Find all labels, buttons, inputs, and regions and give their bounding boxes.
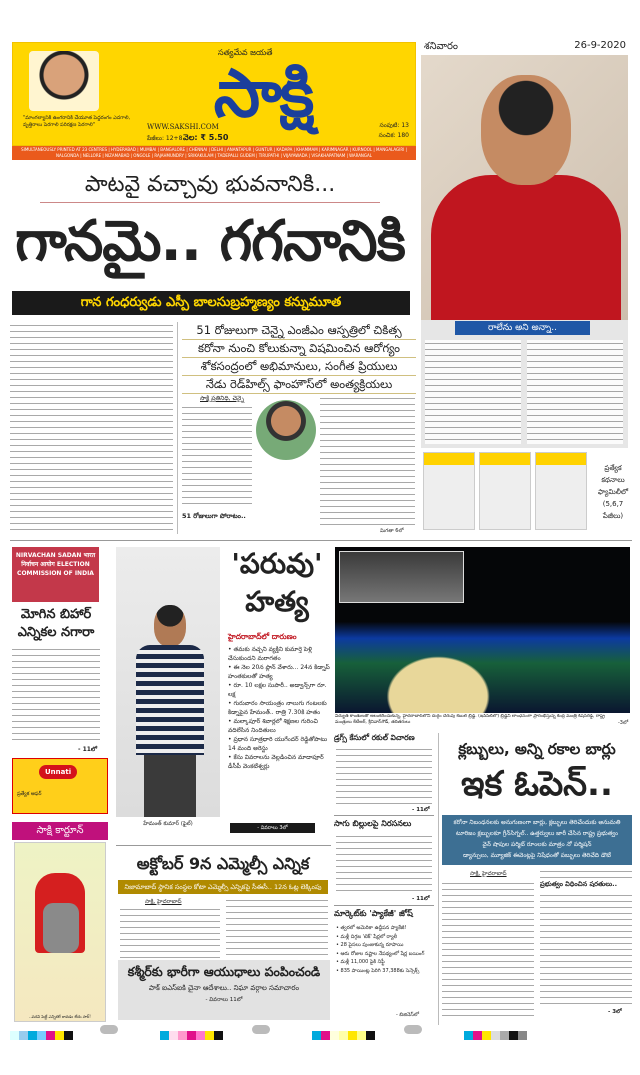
caption-text: [527, 340, 623, 444]
lead-subheads: [182, 322, 416, 394]
divider: [334, 815, 434, 816]
bullet: • ఈ నెల 20న ప్లాన్ వేశారు... 24న కిడ్నాప్ హంతకులతో హత్య: [228, 664, 330, 680]
bars-body: [540, 868, 632, 878]
bullet: • కేసు వివరాలను వెల్లడించిన మాదాపూర్ డీసీపీ వెంకటేశ్వర్లు: [228, 754, 324, 770]
conditions-title: ప్రభుత్వం విధించిన షరతులు..: [540, 880, 618, 888]
bullet: • 835 పాయింట్ల పెరిగి 37,388కు సెన్సెక్స్: [336, 967, 420, 974]
weekday: శనివారం: [424, 41, 458, 52]
lead-banner: గాన గంధర్వుడు ఎస్పీ బాలసుబ్రహ్మణ్యం కన్నుమూత: [12, 291, 410, 315]
masthead-ad-photo: [29, 51, 99, 111]
summary-line: కరోనా నిబంధనలకు అనుగుణంగా బార్లు, క్లబ్బులు తెరిచేందుకు అనుమతి: [453, 819, 621, 826]
hemanth-photo: [116, 547, 220, 817]
lead-kicker: పాటవై వచ్చావు భువనానికి...: [40, 172, 380, 203]
bullet: • త్వరలో అమెరికా ఉద్దీపన ప్యాకేజీ!: [336, 925, 407, 931]
bullet: • ప్రధాన సూత్రధారి యుగేందర్ రెడ్డితోపాటు 14 మంది అరెస్టు: [228, 736, 328, 752]
murder-kicker: హైదరాబాద్‌లో దారుణం: [228, 632, 297, 641]
bars-body: [442, 880, 534, 1020]
mlc-body: [120, 906, 220, 958]
continued: - 11లో: [412, 807, 430, 813]
bars-headline[interactable]: ఇక ఓపెన్..: [461, 764, 613, 804]
brief-title[interactable]: సాగు బిల్లులపై నిరసనలు: [334, 819, 412, 828]
caption-title: రాలేను అని అన్నా..: [455, 321, 590, 335]
issue: సంచిక: 180: [378, 132, 409, 139]
continued: - వివరాలు 11లో: [205, 997, 243, 1003]
lead-body: [320, 395, 415, 525]
kashmir-sub: పాక్ ఐఎస్‌ఐకి చైనా ఆదేశాలు.. నిఘా వర్గాల సమాచారం: [148, 984, 300, 992]
bars-kicker: క్లబ్బులు, అన్ని రకాల బార్లు: [458, 740, 616, 758]
bullet: • 28 పైసలు పుంజుకున్న రూపాయి: [336, 942, 404, 948]
conditions-list: [540, 892, 632, 1004]
lead-headline[interactable]: గానమై.. గగనానికి: [15, 209, 405, 274]
kashmir-headline[interactable]: కశ్మీర్‌కు భారీగా ఆయుధాలు పంపించండి: [127, 964, 321, 979]
brief-body: [336, 746, 432, 804]
unnati-ad[interactable]: [12, 758, 108, 814]
family-page-thumb[interactable]: [479, 452, 531, 530]
mlc-body: [226, 897, 328, 957]
summary-line: వైన్ షాపుల పర్మిట్ రూంలకు మాత్రం నో పర్మిషన్: [482, 841, 592, 848]
bullet: • మల్కాపూర్ శివార్లలో శిక్షణల గురించి వదిలేసిన నిందితులు: [228, 718, 318, 734]
mlc-headline[interactable]: అక్టోబర్ 9న ఎమ్మెల్సీ ఎన్నిక: [136, 854, 310, 873]
photo-caption: 51 రోజులుగా పోరాటం..: [182, 512, 246, 520]
brief-title[interactable]: డ్రగ్స్ కేసులో రకుల్ విచారణ: [334, 733, 415, 742]
continued: - 11లో: [412, 896, 430, 902]
ad-brand: Unnati: [39, 765, 77, 779]
continued: - వివరాలు 3లో: [230, 823, 315, 833]
bullet: • మళ్లీ దిగ్గజ 'టెక్' షేర్లలో ర్యాలీ: [336, 933, 398, 940]
volume-issue: [379, 121, 409, 141]
summary-line: టూరిజం క్లబ్బులకూ గ్రీన్‌సిగ్నల్.. ఉత్తర్వులు జారీ చేసిన రాష్ట్ర ప్రభుత్వం: [455, 830, 618, 837]
registration-mark: [100, 1025, 118, 1034]
continued: - 11లో: [78, 746, 98, 753]
subhead: 51 రోజులుగా చెన్నై ఎంజీఎం ఆస్పత్రిలో చికిత్స: [182, 322, 416, 340]
summary-line: డ్యాన్సులు, మ్యూజిక్ ఈవెంట్లపై నిషేధంతో పబ్బులు తెరిచేది డౌటే: [463, 852, 611, 859]
photo-caption: హేమంత్ కుమార్ (ఫైల్): [143, 821, 193, 827]
color-registration-bar: [312, 1025, 375, 1034]
bullet: • మళ్లీ 11,000 పైకి నిఫ్టీ: [336, 959, 385, 965]
tribute-poem: [10, 322, 173, 534]
color-registration-bar: [160, 1025, 223, 1034]
cartoon-caption: ..పదవి పెట్టే ఎన్నికలే రావడం లేదు సార్!: [29, 1014, 91, 1019]
cartoon: [14, 842, 106, 1022]
continued: మిగతా 6లో: [380, 528, 404, 534]
lead-byline: సాక్షి ప్రతినిధి, చెన్నై: [200, 395, 245, 402]
bridge-caption: విద్యుత్ కాంతులతో అలంకరించుకున్న, హైదరాబాద్‌లోని దుర్గం చెరువు కేబుల్ బ్రిడ్జి. (ఇన్‌సెట్‌లో) బ్రిడ్జిని లాంఛనంగా ప్రారంభిస్తున్న కేంద్ర మంత్రి కిషన్‌రెడ్డి, రాష్ట్ర మంత్రులు కేటీఆర్, శ్రీనివాస్‌గౌడ్, తదితరులు: [335, 714, 605, 725]
color-registration-bar: [464, 1025, 527, 1034]
subhead: నేడు రెడ్‌హిల్స్ ఫాంహౌస్‌లో అంత్యక్రియలు: [182, 376, 416, 394]
volume: సంపుటి: 13: [379, 122, 409, 129]
subhead: శోకసంద్రంలో అభిమానులు, సంగీత ప్రియులు: [182, 358, 416, 376]
divider: [10, 540, 632, 541]
market-bullets: [336, 924, 438, 975]
masthead: [12, 42, 416, 146]
bullet: • రూ. 10 లక్షల సుపారీ.. అడ్వాన్స్‌గా రూ. లక్ష: [228, 682, 327, 698]
date: 26-9-2020: [574, 40, 626, 51]
bars-summary-box: [442, 815, 632, 865]
continued: -3లో: [618, 720, 629, 726]
divider: [177, 322, 178, 534]
subhead: కరోనా నుంచి కోలుకున్నా విషమించిన ఆరోగ్యం: [182, 340, 416, 358]
bullet: • ఆరు రోజుల నష్టాల నేపథ్యంలో షేర్ల బయింగ్: [336, 950, 425, 957]
spb-portrait: [256, 400, 316, 460]
family-pages-label[interactable]: ప్రత్యేక కథనాలు ఫ్యామిలీలో (5,6,7 పేజీలు): [597, 464, 629, 520]
color-registration-bar: [10, 1025, 73, 1034]
murder-bullets: [228, 645, 330, 771]
continued: - 3లో: [608, 1009, 622, 1015]
bihar-headline[interactable]: మోగిన బిహార్ ఎన్నికల నగారా: [17, 607, 95, 640]
inauguration-inset-photo: [339, 551, 464, 603]
mlc-byline: సాక్షి, హైదరాబాద్: [145, 899, 182, 905]
motto: సత్యమేవ జయతే: [218, 48, 273, 57]
caption-text: [425, 340, 521, 444]
website[interactable]: WWW.SAKSHI.COM: [147, 123, 219, 131]
cable-bridge-photo: [335, 547, 630, 713]
kashmir-box: [118, 960, 330, 1020]
bihar-body: [12, 646, 100, 744]
cartoon-title: సాక్షి కార్టూన్: [12, 822, 108, 840]
registration-mark: [252, 1025, 270, 1034]
page-count: పేజీలు: 12+8: [147, 135, 183, 142]
divider: [116, 845, 331, 846]
lead-body: [182, 404, 252, 509]
mlc-sub: నిజామాబాద్ స్థానిక సంస్థల కోటా ఎమ్మెల్సీ ఎన్నికపై సీఈసీ.. 12న ఓట్ల లెక్కింపు: [118, 880, 328, 894]
family-page-thumb[interactable]: [423, 452, 475, 530]
ad-label: ప్రత్యేక ఆఫర్: [17, 791, 42, 797]
family-page-thumb[interactable]: [535, 452, 587, 530]
bullet: • గురువారం సాయంత్రం నాలుగు గంటలకు కిడ్నాపైన హేమంత్.. రాత్రి 7.30కి హతం: [228, 700, 327, 716]
murder-headline[interactable]: 'పరువు' హత్య: [231, 547, 323, 618]
continued: - బిజినెస్‌లో: [396, 1012, 420, 1018]
price: వెల: ₹ 5.50: [183, 133, 229, 142]
bars-byline: సాక్షి, హైదరాబాద్: [470, 871, 507, 877]
sakshi-logo[interactable]: సాక్షి: [213, 55, 313, 132]
divider: [334, 905, 434, 906]
editions-strip: SIMULTANEOUSLY PRINTED AT 23 CENTRES | HYDERABAD | MUMBAI | BANGALORE | CHENNAI | DELHI | ANANTAPUR | GUNTUR | KADAPA | KHAMMAM | KARIMNAGAR | KURNOOL | MANGALAGIRI | NALGONDA | NELLORE | NIZAMABAD | ONGOLE | RAJAHMUNDRY | SRIKAKULAM | TADEPALLI GUDEM | TIRUPATHI | VIJAYAWADA | VISAKHAPATNAM | WARANGAL: [12, 146, 416, 160]
brief-body: [336, 833, 432, 893]
masthead-ad-quote: "మాంగల్యానికి ఉంగరానికి చేయూత పెద్దరంగం ఎదగాలి, వృత్తిరాలు పెరగాలి పరిరక్షణ పెరగాలి": [23, 115, 131, 128]
divider: [438, 733, 439, 1025]
tribute-caption-box: [421, 320, 628, 448]
registration-mark: [404, 1025, 422, 1034]
spb-photo: [421, 55, 628, 320]
election-commission-photo: NIRVACHAN SADAN भारत निर्वाचन आयोग ELECTION COMMISSION OF INDIA: [12, 547, 99, 602]
brief-title[interactable]: మార్కెట్‌కు 'ప్యాకేజీ' జోష్: [334, 909, 413, 918]
bullet: • తమకు నచ్చని వ్యక్తిని కుమార్తె పెళ్లి చేసుకుందని మరాగతం: [228, 646, 313, 662]
